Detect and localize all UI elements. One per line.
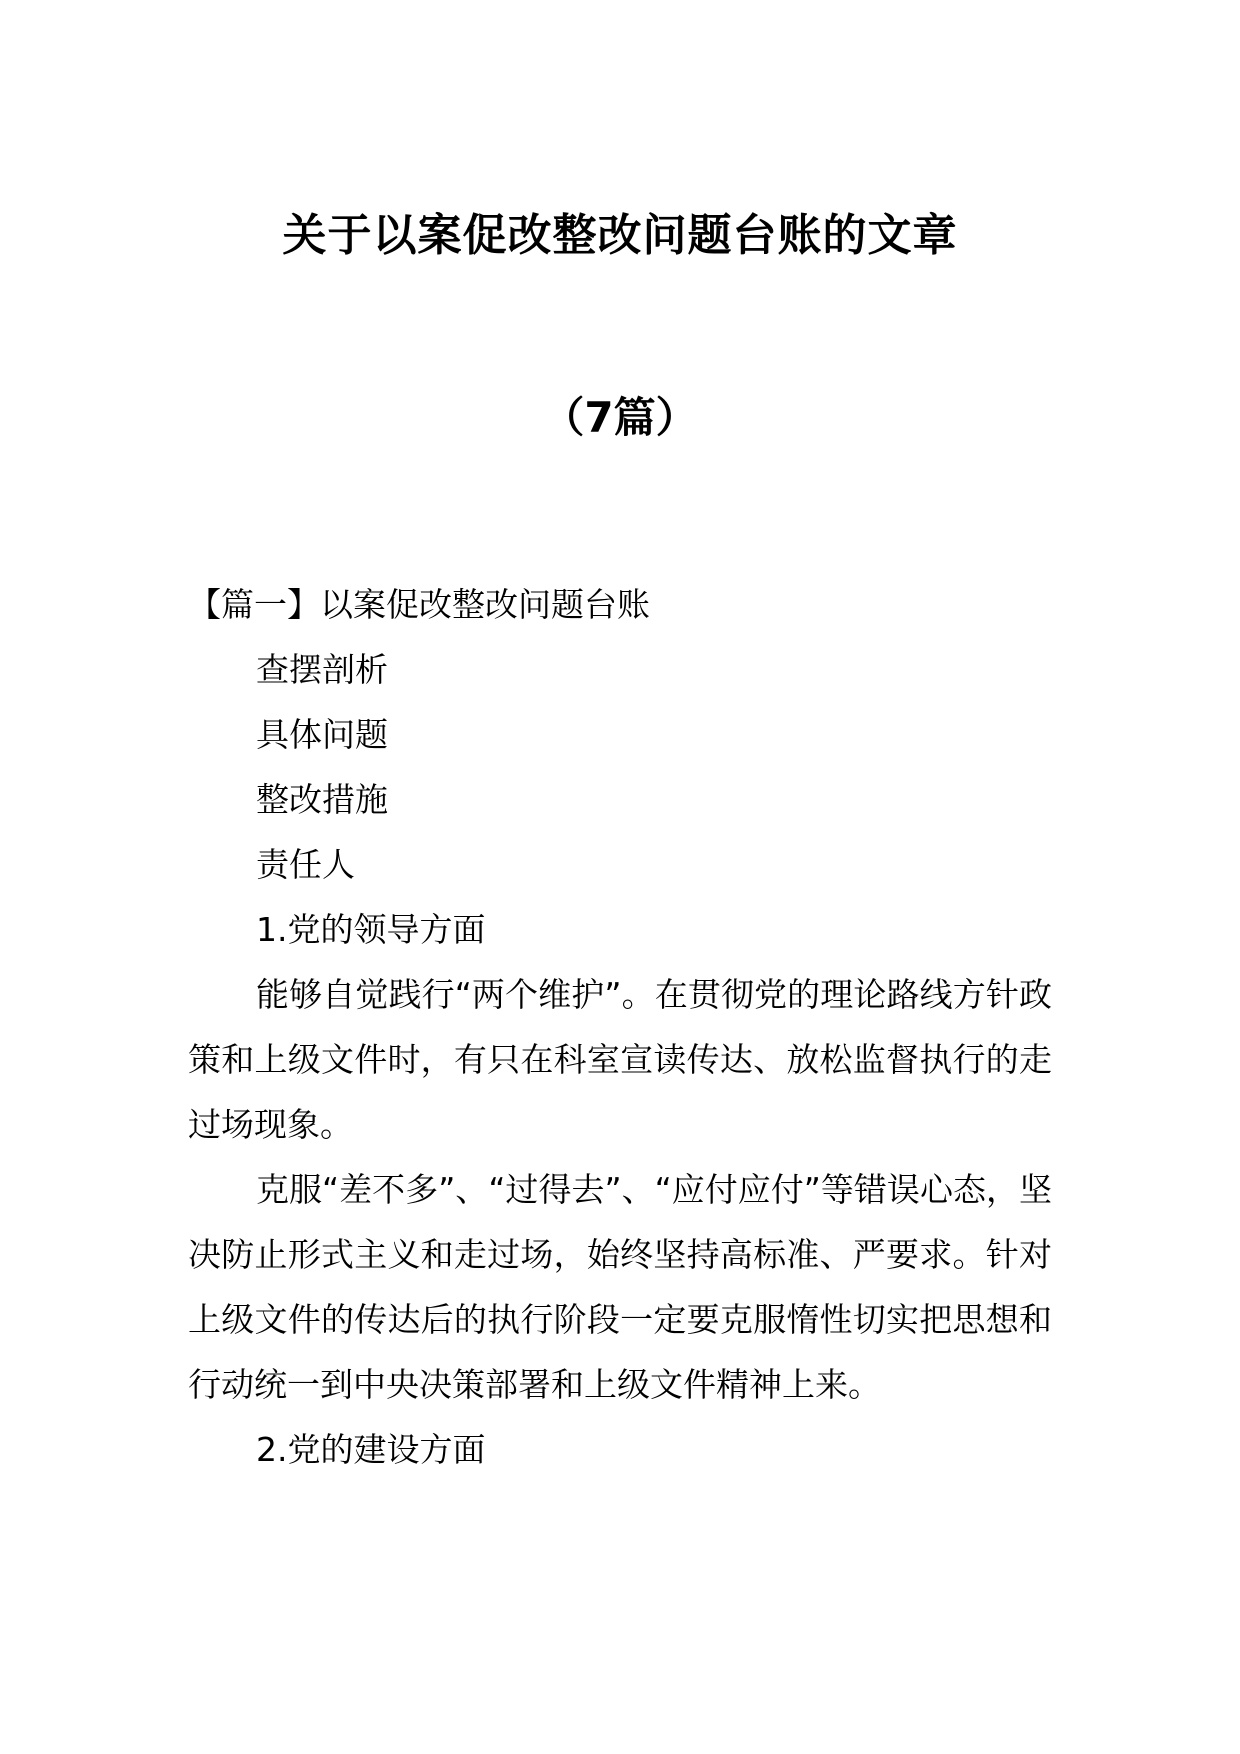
document-subtitle: （7篇）: [542, 393, 698, 442]
table-header-problem: 具体问题: [256, 715, 388, 754]
document-title: 关于以案促改整改问题台账的文章: [282, 210, 958, 261]
paragraph-problem: 能够自觉践行“两个维护”。在贯彻党的理论路线方针政策和上级文件时，有只在科室宣读传达、放松监督执行的走过场现象。: [188, 975, 1052, 1144]
table-header-measures: 整改措施: [256, 780, 388, 819]
item-heading-party-building: 2.党的建设方面: [256, 1430, 486, 1469]
section-heading: 【篇一】以案促改整改问题台账: [188, 585, 650, 624]
table-header-owner: 责任人: [256, 845, 355, 884]
paragraph-measures: 克服“差不多”、“过得去”、“应付应付”等错误心态，坚决防止形式主义和走过场，始终坚持高标准、严要求。针对上级文件的传达后的执行阶段一定要克服惰性切实把思想和行动统一到中央决策部署和上级文件精神上来。: [188, 1170, 1052, 1404]
table-header-analysis: 查摆剖析: [256, 650, 388, 689]
item-heading-party-leadership: 1.党的领导方面: [256, 910, 486, 949]
document-body: [188, 572, 1052, 1482]
